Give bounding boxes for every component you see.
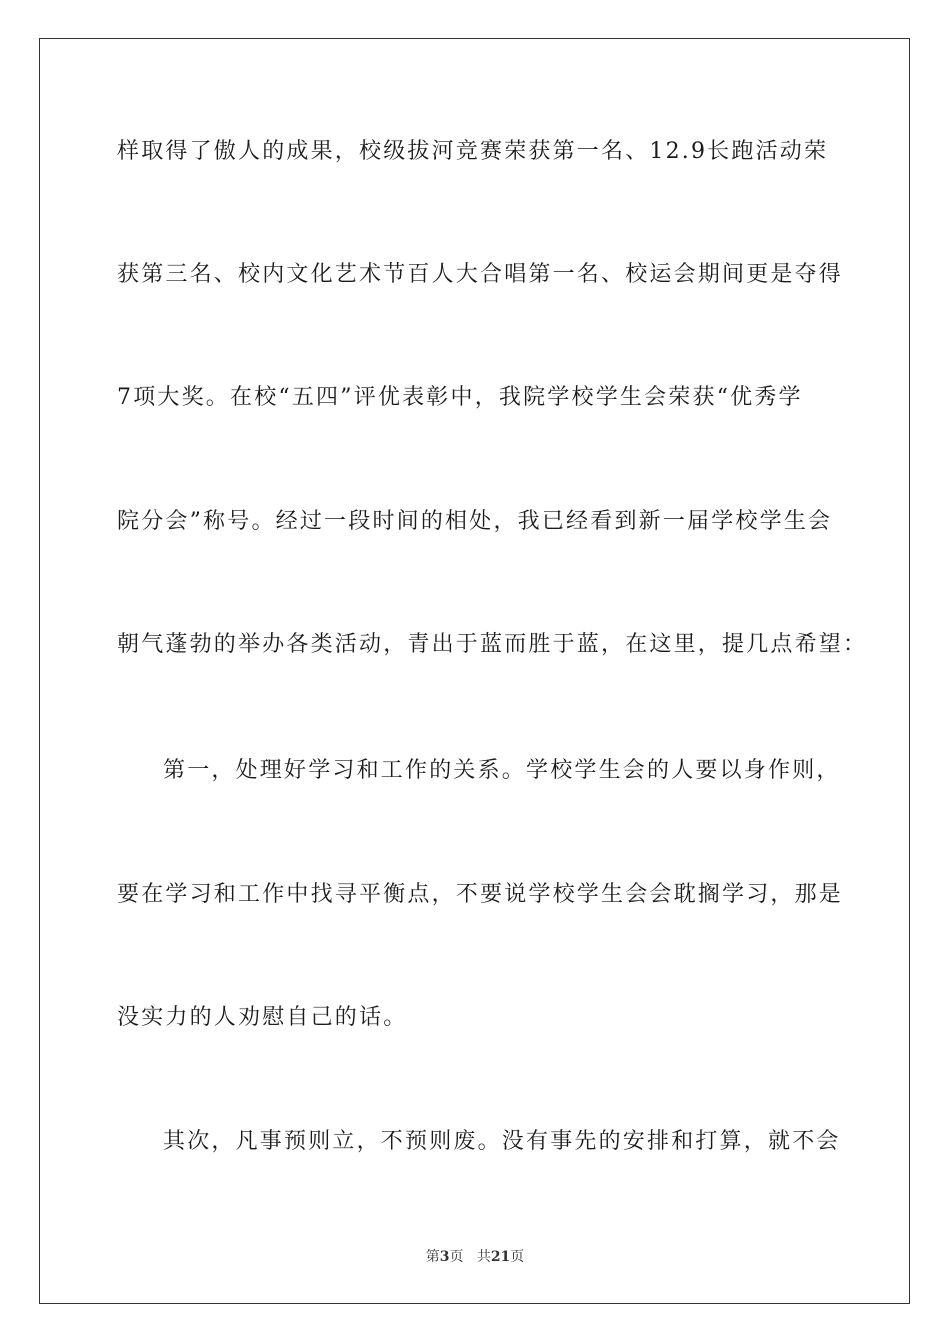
page-border (39, 38, 910, 1304)
total-suffix: 页 (510, 1249, 525, 1265)
page-number: 3 (439, 1249, 450, 1265)
paragraph-line: 院分会”称号。经过一段时间的相处，我已经看到新一届学校学生会 (117, 509, 833, 534)
paragraph-line: 其次，凡事预则立，不预则废。没有事先的安排和打算，就不会 (163, 1129, 841, 1154)
page-prefix: 第 (425, 1249, 440, 1265)
paragraph-line: 要在学习和工作中找寻平衡点，不要说学校学生会会耽搁学习，那是 (117, 882, 844, 907)
total-pages: 21 (490, 1249, 511, 1265)
total-prefix: 共 (476, 1249, 491, 1265)
paragraph-line: 没实力的人劝慰自己的话。 (117, 1005, 408, 1030)
paragraph-line: 获第三名、校内文化艺术节百人大合唱第一名、校运会期间更是夺得 (117, 262, 844, 287)
paragraph-line: 朝气蓬勃的举办各类活动，青出于蓝而胜于蓝，在这里，提几点希望： (117, 632, 868, 657)
paragraph-line: 第一，处理好学习和工作的关系。学校学生会的人要以身作则， (163, 758, 841, 783)
paragraph-line: 7项大奖。在校“五四”评优表彰中，我院学校学生会荣获“优秀学 (117, 385, 803, 410)
page-footer (0, 1248, 950, 1266)
paragraph-line: 样取得了傲人的成果，校级拔河竞赛荣获第一名、12.9长跑活动荣 (117, 139, 829, 164)
page-suffix: 页 (449, 1249, 464, 1265)
